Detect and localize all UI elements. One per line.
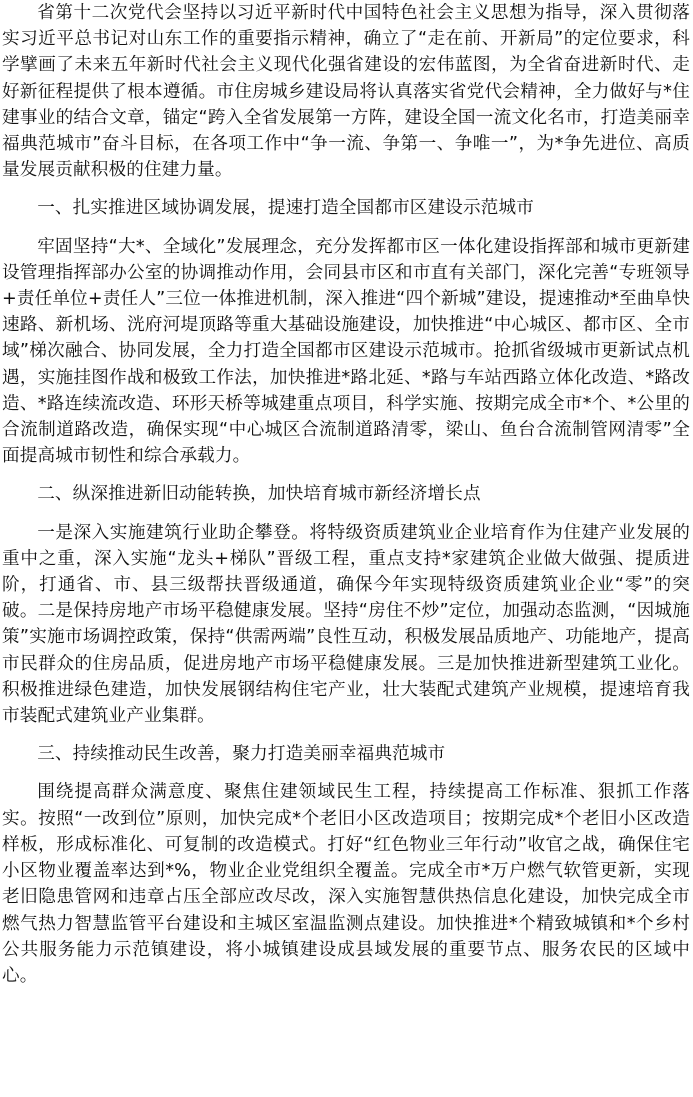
section-3-body: 围绕提高群众满意度、聚焦住建领域民生工程，持续提高工作标准、狠抓工作落实。按照“一改到位”原则，加快完成*个老旧小区改造项目；按期完成*个老旧小区改造样板，形成标准化、可复制的改造模式。打好“红色物业三年行动”收官之战，确保住宅小区物业覆盖率达到*%，物业企业党组织全覆盖。完成全市*万户燃气软管更新，实现老旧隐患管网和违章占压全部应改尽改，深入实施智慧供热信息化建设，加快完成全市燃气热力智慧监管平台建设和主城区室温监测点建设。加快推进*个精致城镇和*个乡村公共服务能力示范镇建设，将小城镇建设成县域发展的重要节点、服务农民的区域中心。 [2, 782, 690, 986]
intro-paragraph: 省第十二次党代会坚持以习近平新时代中国特色社会主义思想为指导，深入贯彻落实习近平总书记对山东工作的重要指示精神，确立了“走在前、开新局”的定位要求，科学擘画了未来五年新时代社会主义现代化强省建设的宏伟蓝图，为全省奋进新时代、走好新征程提供了根本遵循。市住房城乡建设局将认真落实省党代会精神，全力做好与*住建事业的结合文章，锚定“跨入全省发展第一方阵，建设全国一流文化名市，打造美丽幸福典范城市”奋斗目标，在各项工作中“争一流、争第一、争唯一”，为*争先进位、高质量发展贡献积极的住建力量。 [2, 3, 690, 181]
section-2-heading: 二、纵深推进新旧动能转换，加快培育城市新经济增长点 [37, 484, 481, 505]
section-3-heading: 三、持续推动民生改善，聚力打造美丽幸福典范城市 [37, 744, 446, 765]
section-1-body: 牢固坚持“大*、全域化”发展理念，充分发挥都市区一体化建设指挥部和城市更新建设管理指挥部办公室的协调推动作用，会同县市区和市直有关部门，深化完善“专班领导+责任单位+责任人”三位一体推进机制，深入推进“四个新城”建设，提速推动*至曲阜快速路、新机场、洸府河堤顶路等重大基础设施建设，加快推进“中心城区、都市区、全市域”梯次融合、协同发展，全力打造全国都市区建设示范城市。抢抓省级城市更新试点机遇，实施挂图作战和极致工作法，加快推进*路北延、*路与车站西路立体化改造、*路改造、*路连续流改造、环形天桥等城建重点项目，科学实施、按期完成全市*个、*公里的合流制道路改造，确保实现“中心城区合流制道路清零，梁山、鱼台合流制管网清零”全面提高城市韧性和综合承载力。 [2, 236, 690, 467]
section-1-heading: 一、扎实推进区域协调发展，提速打造全国都市区建设示范城市 [37, 198, 535, 219]
section-2-body: 一是深入实施建筑行业助企攀登。将特级资质建筑业企业培育作为住建产业发展的重中之重，深入实施“龙头+梯队”晋级工程，重点支持*家建筑企业做大做强、提质进阶，打通省、市、县三级帮扶晋级通道，确保今年实现特级资质建筑业企业“零”的突破。二是保持房地产市场平稳健康发展。坚持“房住不炒”定位，加强动态监测，“因城施策”实施市场调控政策，保持“供需两端”良性互动，积极发展品质地产、功能地产，提高市民群众的住房品质，促进房地产市场平稳健康发展。三是加快推进新型建筑工业化。积极推进绿色建造，加快发展钢结构住宅产业，壮大装配式建筑产业规模，提速培育我市装配式建筑业产业集群。 [2, 522, 690, 727]
